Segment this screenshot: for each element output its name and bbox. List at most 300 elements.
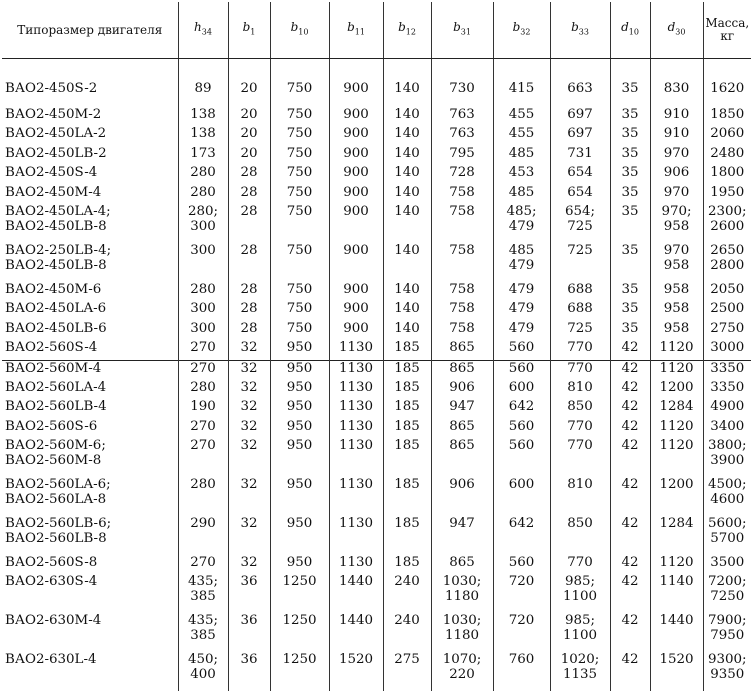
cell-line: 697 [567, 126, 593, 142]
cell-line: 450; [187, 651, 219, 667]
cell-line: 138 [190, 107, 216, 123]
cell-line: 479 [508, 281, 535, 297]
cell-line: 560 [508, 554, 535, 570]
cell-d30 [650, 613, 703, 652]
cell-line: 32 [240, 360, 258, 376]
cell-b32 [493, 380, 550, 399]
cell-d10 [610, 399, 650, 418]
cell-b12 [383, 477, 431, 516]
cell-mass [703, 243, 751, 282]
table-row [2, 185, 751, 204]
cell-line: 906 [663, 165, 690, 181]
cell-line: 415 [508, 81, 535, 96]
cell-line: 1120 [659, 418, 694, 434]
cell-line: 35 [621, 145, 639, 161]
table-row [2, 555, 751, 574]
cell-b11 [329, 574, 383, 613]
cell-b31 [431, 516, 493, 555]
cell-d10 [610, 321, 650, 340]
cell-line: ВАО2-560LB-6; [5, 515, 112, 531]
cell-h34 [178, 340, 228, 360]
cell-line: 750 [286, 281, 313, 297]
cell-line: 485 [508, 145, 535, 161]
cell-line: 140 [394, 301, 420, 317]
cell-line: 3000 [710, 339, 745, 355]
cell-b33 [550, 185, 610, 204]
cell-b32 [493, 301, 550, 320]
cell-h34 [178, 438, 228, 477]
cell-line: 2750 [710, 320, 745, 336]
table-row [2, 613, 751, 652]
cell-line: 1140 [659, 574, 694, 590]
cell-b31 [431, 419, 493, 438]
table-row [2, 59, 751, 108]
cell-line: 20 [240, 126, 258, 142]
cell-b32 [493, 613, 550, 652]
cell-b33 [550, 59, 610, 108]
cell-line: 270 [190, 554, 216, 570]
cell-d10 [610, 652, 650, 691]
cell-line: 140 [394, 281, 420, 297]
cell-line: 4600 [710, 492, 745, 508]
cell-line: ВАО2-560LB-8 [5, 530, 107, 546]
table-row [2, 652, 751, 691]
cell-line: 910 [663, 107, 690, 123]
cell-b10 [270, 380, 329, 399]
cell-h34 [178, 613, 228, 652]
cell-b11 [329, 613, 383, 652]
cell-line: 485; [506, 204, 537, 220]
cell-b11 [329, 380, 383, 399]
cell-line: 1520 [659, 651, 694, 667]
cell-b11 [329, 516, 383, 555]
cell-line: 760 [508, 651, 535, 667]
cell-b1 [228, 477, 270, 516]
cell-line: 479 [508, 320, 535, 336]
cell-line: 910 [663, 126, 690, 142]
header-b32: $b_{32}$ [493, 2, 550, 59]
cell-h34 [178, 146, 228, 165]
cell-b32 [493, 438, 550, 477]
cell-line: 140 [394, 165, 420, 181]
cell-line: 750 [286, 301, 313, 317]
cell-line: 770 [567, 339, 593, 355]
cell-d10 [610, 146, 650, 165]
cell-b11 [329, 165, 383, 184]
cell-line: 185 [394, 554, 420, 570]
cell-line: 730 [449, 81, 475, 96]
cell-b32 [493, 126, 550, 145]
cell-line: 958 [663, 219, 690, 235]
cell-b33 [550, 555, 610, 574]
cell-b1 [228, 360, 270, 380]
cell-h34 [178, 185, 228, 204]
cell-line: 32 [240, 438, 258, 454]
cell-b33 [550, 340, 610, 360]
cell-b1 [228, 301, 270, 320]
cell-d30 [650, 204, 703, 243]
cell-line: 600 [508, 380, 535, 396]
cell-line: ВАО2-450LA-2 [5, 126, 107, 142]
cell-line: 810 [567, 380, 593, 396]
cell-line: ВАО2-560S-4 [5, 339, 98, 355]
cell-type [2, 652, 178, 691]
cell-b31 [431, 185, 493, 204]
cell-b11 [329, 360, 383, 380]
cell-b12 [383, 126, 431, 145]
cell-line: 28 [240, 165, 258, 181]
cell-d30 [650, 243, 703, 282]
cell-line: 560 [508, 418, 535, 434]
cell-line: 560 [508, 360, 535, 376]
cell-b31 [431, 126, 493, 145]
cell-d10 [610, 107, 650, 126]
cell-line: 950 [286, 399, 313, 415]
cell-d30 [650, 126, 703, 145]
cell-b11 [329, 204, 383, 243]
cell-line: 770 [567, 554, 593, 570]
cell-line: 1130 [338, 418, 374, 434]
cell-mass [703, 282, 751, 301]
cell-d30 [650, 438, 703, 477]
cell-type [2, 204, 178, 243]
cell-type [2, 516, 178, 555]
cell-line: 42 [621, 613, 639, 629]
cell-b33 [550, 574, 610, 613]
cell-line: 5700 [710, 530, 745, 546]
header-b12: $b_{12}$ [383, 2, 431, 59]
cell-line: ВАО2-560LA-6; [5, 477, 111, 493]
cell-line: 32 [240, 380, 258, 396]
cell-line: 140 [394, 242, 420, 258]
cell-type [2, 185, 178, 204]
cell-b11 [329, 282, 383, 301]
cell-b32 [493, 555, 550, 574]
cell-b32 [493, 419, 550, 438]
cell-b33 [550, 107, 610, 126]
cell-line: 455 [508, 107, 535, 123]
cell-d30 [650, 146, 703, 165]
cell-b11 [329, 652, 383, 691]
cell-line: 270 [190, 418, 216, 434]
header-b33: $b_{33}$ [550, 2, 610, 59]
cell-line: 290 [190, 515, 216, 531]
cell-line: 1130 [338, 515, 374, 531]
cell-b10 [270, 243, 329, 282]
cell-line: 185 [394, 418, 420, 434]
cell-line: 140 [394, 204, 420, 220]
cell-b1 [228, 574, 270, 613]
cell-line: 185 [394, 438, 420, 454]
table-row [2, 165, 751, 184]
cell-b33 [550, 282, 610, 301]
cell-line: 20 [240, 81, 258, 96]
cell-d10 [610, 282, 650, 301]
cell-mass [703, 555, 751, 574]
cell-mass [703, 340, 751, 360]
cell-line: 28 [240, 301, 258, 317]
cell-line: 850 [567, 515, 593, 531]
cell-line: 1250 [282, 574, 317, 590]
cell-line: 560 [508, 438, 535, 454]
cell-b11 [329, 146, 383, 165]
cell-type [2, 126, 178, 145]
cell-line: 1120 [659, 360, 694, 376]
cell-line: 36 [240, 574, 258, 590]
table-body [2, 59, 751, 692]
cell-b1 [228, 282, 270, 301]
cell-b11 [329, 399, 383, 418]
cell-b11 [329, 107, 383, 126]
table-row [2, 321, 751, 340]
cell-line: 1250 [282, 651, 317, 667]
cell-b31 [431, 399, 493, 418]
cell-d10 [610, 360, 650, 380]
cell-line: 900 [343, 184, 369, 200]
cell-line: 1130 [338, 380, 374, 396]
table-row [2, 419, 751, 438]
cell-mass [703, 126, 751, 145]
cell-line: 185 [394, 380, 420, 396]
cell-line: 1250 [282, 613, 317, 629]
cell-h34 [178, 477, 228, 516]
cell-b12 [383, 438, 431, 477]
cell-line: 750 [286, 204, 313, 220]
cell-d30 [650, 301, 703, 320]
header-d30: $d_{30}$ [650, 2, 703, 59]
cell-b10 [270, 321, 329, 340]
cell-line: 1120 [659, 438, 694, 454]
cell-line: 758 [449, 320, 475, 336]
cell-b31 [431, 59, 493, 108]
cell-line: 1284 [659, 399, 694, 415]
cell-b1 [228, 340, 270, 360]
cell-line: 958 [663, 301, 690, 317]
cell-line: ВАО2-560LA-8 [5, 492, 107, 508]
cell-line: 970 [663, 242, 690, 258]
cell-line: 1520 [338, 651, 374, 667]
cell-b10 [270, 419, 329, 438]
cell-line: 654 [567, 184, 593, 200]
cell-line: 750 [286, 320, 313, 336]
cell-line: 9350 [710, 666, 745, 682]
cell-b12 [383, 243, 431, 282]
cell-line: 865 [449, 339, 475, 355]
cell-mass [703, 516, 751, 555]
cell-line: 300 [190, 219, 216, 235]
cell-line: 697 [567, 107, 593, 123]
cell-line: 725 [567, 242, 593, 258]
cell-line: 970; [661, 204, 692, 220]
cell-b12 [383, 165, 431, 184]
cell-line: 985; [564, 574, 596, 590]
cell-line: 2600 [710, 219, 745, 235]
cell-line: 763 [449, 126, 475, 142]
cell-line: 758 [449, 301, 475, 317]
cell-line: 850 [567, 399, 593, 415]
cell-b32 [493, 399, 550, 418]
cell-line: 900 [343, 107, 369, 123]
cell-d30 [650, 360, 703, 380]
cell-h34 [178, 360, 228, 380]
cell-line: 400 [190, 666, 216, 682]
cell-line: ВАО2-630L-4 [5, 651, 97, 667]
cell-line: 985; [564, 613, 596, 629]
cell-line: 958 [663, 281, 690, 297]
cell-line: 1200 [659, 477, 694, 493]
cell-type [2, 399, 178, 418]
cell-line: 865 [449, 554, 475, 570]
cell-line: 750 [286, 81, 313, 96]
cell-type [2, 613, 178, 652]
cell-d30 [650, 321, 703, 340]
cell-b10 [270, 204, 329, 243]
cell-d30 [650, 282, 703, 301]
cell-line: 750 [286, 126, 313, 142]
cell-line: 89 [194, 81, 212, 96]
cell-b31 [431, 438, 493, 477]
cell-line: 3900 [710, 453, 745, 469]
cell-h34 [178, 301, 228, 320]
cell-d10 [610, 165, 650, 184]
cell-line: 725 [567, 219, 593, 235]
cell-line: 900 [343, 301, 369, 317]
cell-b33 [550, 652, 610, 691]
cell-line: 900 [343, 165, 369, 181]
cell-b33 [550, 243, 610, 282]
cell-b33 [550, 146, 610, 165]
cell-mass [703, 146, 751, 165]
cell-line: 280 [190, 477, 216, 493]
cell-d30 [650, 555, 703, 574]
cell-line: 140 [394, 184, 420, 200]
cell-line: ВАО2-250LB-4; [5, 242, 112, 258]
cell-line: 900 [343, 204, 369, 220]
cell-d30 [650, 419, 703, 438]
cell-line: 958 [663, 320, 690, 336]
cell-line: 270 [190, 438, 216, 454]
cell-line: 5600; [707, 515, 747, 531]
cell-line: ВАО2-450S-4 [5, 165, 98, 181]
cell-line: 42 [621, 339, 639, 355]
cell-line: 1130 [338, 554, 374, 570]
cell-type [2, 360, 178, 380]
cell-line: 1180 [444, 589, 480, 605]
cell-line: 280 [190, 380, 216, 396]
cell-type [2, 282, 178, 301]
cell-line: 190 [190, 399, 216, 415]
cell-type [2, 555, 178, 574]
cell-line: ВАО2-450LB-2 [5, 145, 107, 161]
cell-b1 [228, 399, 270, 418]
cell-mass [703, 321, 751, 340]
cell-line: 185 [394, 360, 420, 376]
cell-h34 [178, 107, 228, 126]
cell-line: 795 [449, 145, 475, 161]
table-row [2, 146, 751, 165]
cell-mass [703, 399, 751, 418]
cell-line: 900 [343, 81, 369, 96]
cell-line: 950 [286, 477, 313, 493]
cell-mass [703, 107, 751, 126]
cell-b1 [228, 419, 270, 438]
cell-line: 1850 [710, 107, 745, 123]
cell-line: 947 [449, 515, 475, 531]
cell-line: 240 [394, 613, 420, 629]
cell-mass [703, 59, 751, 108]
cell-line: ВАО2-450М-2 [5, 107, 102, 123]
cell-b12 [383, 360, 431, 380]
cell-line: 140 [394, 107, 420, 123]
cell-line: 32 [240, 477, 258, 493]
cell-b12 [383, 185, 431, 204]
cell-line: 758 [449, 204, 475, 220]
cell-line: 1135 [562, 666, 598, 682]
cell-line: 35 [621, 204, 639, 220]
cell-line: 20 [240, 145, 258, 161]
cell-b31 [431, 555, 493, 574]
cell-b11 [329, 438, 383, 477]
cell-line: 42 [621, 574, 639, 590]
header-mass: Масса, кг [703, 2, 751, 59]
cell-b31 [431, 243, 493, 282]
cell-line: 1100 [562, 589, 598, 605]
cell-line: 1284 [659, 515, 694, 531]
cell-line: 1440 [338, 613, 374, 629]
cell-d10 [610, 340, 650, 360]
cell-line: ВАО2-560М-8 [5, 453, 102, 469]
cell-line: 1030; [442, 574, 482, 590]
cell-line: ВАО2-450LB-6 [5, 320, 107, 336]
cell-line: 32 [240, 554, 258, 570]
cell-b32 [493, 107, 550, 126]
cell-line: 1030; [442, 613, 482, 629]
cell-line: 7950 [710, 628, 745, 644]
cell-b31 [431, 360, 493, 380]
cell-b31 [431, 165, 493, 184]
cell-line: 865 [449, 438, 475, 454]
cell-b31 [431, 282, 493, 301]
cell-b1 [228, 321, 270, 340]
cell-line: 32 [240, 515, 258, 531]
cell-d10 [610, 438, 650, 477]
cell-b32 [493, 360, 550, 380]
cell-b10 [270, 516, 329, 555]
cell-line: 1120 [659, 554, 694, 570]
cell-b33 [550, 301, 610, 320]
cell-line: 750 [286, 107, 313, 123]
cell-b1 [228, 146, 270, 165]
cell-d10 [610, 126, 650, 145]
cell-b10 [270, 59, 329, 108]
cell-line: 2050 [710, 281, 745, 297]
cell-b10 [270, 301, 329, 320]
cell-b32 [493, 59, 550, 108]
cell-d30 [650, 340, 703, 360]
cell-line: 1620 [710, 81, 745, 96]
cell-line: 28 [240, 242, 258, 258]
cell-line: 950 [286, 418, 313, 434]
cell-line: 688 [567, 301, 593, 317]
header-b10: $b_{10}$ [270, 2, 329, 59]
cell-line: 36 [240, 613, 258, 629]
cell-line: ВАО2-450LB-8 [5, 219, 107, 235]
cell-b1 [228, 59, 270, 108]
cell-b10 [270, 652, 329, 691]
cell-line: 435; [187, 574, 219, 590]
table-row [2, 243, 751, 282]
cell-d10 [610, 185, 650, 204]
